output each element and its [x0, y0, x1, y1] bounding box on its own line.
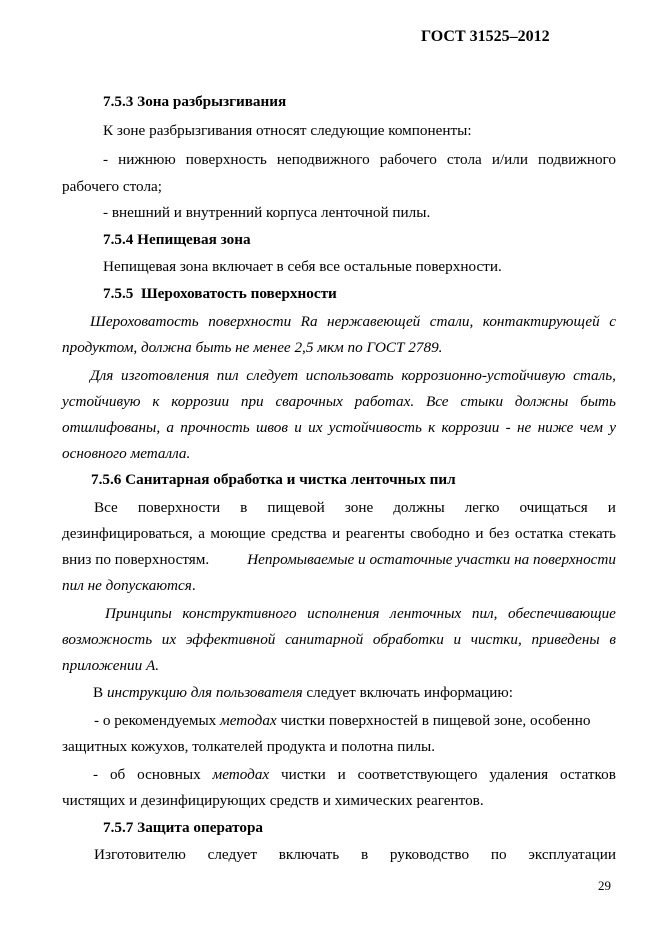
- word: их: [308, 419, 323, 436]
- section-7-5-6-p1-line3-italic: Непромываемые и остаточные участки на поверхности: [247, 551, 616, 568]
- word: Все: [425, 393, 449, 410]
- section-7-5-5-p1-line2: продуктом, должна быть не менее 2,5 мкм по ГОСТ 2789.: [62, 339, 443, 356]
- word: обеспечивающие: [508, 605, 616, 622]
- section-7-5-6-p2-line1: [105, 605, 616, 623]
- word: отшлифованы,: [62, 419, 161, 436]
- word: пил,: [471, 605, 498, 622]
- word: и: [294, 419, 302, 436]
- section-heading-7-5-4: 7.5.4 Непищевая зона: [103, 231, 251, 248]
- item2-word-i: и: [337, 766, 346, 783]
- word: и: [475, 525, 484, 542]
- word: руководство: [389, 846, 470, 863]
- word: и: [607, 499, 616, 516]
- word: конструктивного: [182, 605, 297, 622]
- word: свободно: [410, 525, 470, 542]
- word: возможность: [62, 631, 153, 648]
- section-7-5-6-p1-line1: [94, 499, 616, 517]
- section-7-5-5-p2-line3: [62, 419, 616, 437]
- item2-word-metodakh: методах: [212, 766, 270, 783]
- word: и: [453, 631, 462, 648]
- word: устойчивую: [62, 393, 141, 410]
- section-7-5-3-item1-line2: рабочего стола;: [62, 178, 162, 195]
- word: легко: [464, 499, 500, 516]
- word: Для: [90, 367, 114, 384]
- word: пил: [216, 367, 239, 384]
- word: а: [198, 525, 205, 542]
- section-7-5-6-p1-line4: [0, 577, 661, 595]
- word: Ra: [300, 313, 318, 330]
- word: работах.: [354, 393, 415, 410]
- word: включать: [278, 846, 340, 863]
- word: сварочных: [275, 393, 343, 410]
- word: обработки: [372, 631, 444, 648]
- document-code: ГОСТ 31525–2012: [421, 28, 550, 45]
- item2-word-osnovnykh: основных: [137, 766, 201, 783]
- word: исполнения: [307, 605, 380, 622]
- word: Изготовителю: [94, 846, 186, 863]
- word: эксплуатации: [528, 846, 616, 863]
- word: к: [428, 419, 436, 436]
- word: устойчивость: [328, 419, 422, 436]
- word: пищевой: [267, 499, 325, 516]
- section-7-5-4-text: Непищевая зона включает в себя все остальные поверхности.: [103, 258, 502, 275]
- word: контактирующей: [482, 313, 600, 330]
- section-7-5-6-item1-a: - о рекомендуемых: [94, 712, 221, 729]
- word: моющие: [210, 525, 266, 542]
- item2-word-dash: -: [93, 766, 99, 783]
- section-7-5-3-item1-line1: [103, 151, 616, 169]
- word: санитарной: [285, 631, 364, 648]
- word: Все: [94, 499, 118, 516]
- section-heading-7-5-6: 7.5.6 Санитарная обработка и чистка ленточных пил: [91, 471, 456, 488]
- item2-word-chistki: чистки: [281, 766, 326, 783]
- word: без: [488, 525, 510, 542]
- section-7-5-5-p1-line1: [90, 313, 616, 331]
- section-7-5-6-item1-c: чистки поверхностей в пищевой зоне, особенно: [276, 712, 591, 729]
- word: поверхность: [185, 151, 267, 168]
- section-7-5-6-item1-b: методах: [220, 712, 277, 729]
- word: должны: [393, 499, 445, 516]
- word: должны: [514, 393, 569, 410]
- word: ниже: [537, 419, 574, 436]
- word: к: [152, 393, 160, 410]
- section-7-5-6-item2-line2: чистящих и дезинфицирующих средств и химических реагентов.: [62, 792, 484, 809]
- word: поверхности: [208, 313, 292, 330]
- page-number: 29: [598, 878, 611, 893]
- word: стекать: [568, 525, 616, 542]
- word: неподвижного: [276, 151, 370, 168]
- word: нижнюю: [118, 151, 176, 168]
- section-7-5-6-item2-line1: [93, 766, 616, 784]
- word: средства: [270, 525, 327, 542]
- word: в: [609, 631, 616, 648]
- item2-word-ob: об: [109, 766, 126, 783]
- word: в: [360, 846, 369, 863]
- word: следует: [207, 846, 257, 863]
- word: нержавеющей: [327, 313, 421, 330]
- section-7-5-6-p2-line3: приложении А.: [62, 657, 160, 674]
- word: остатка: [514, 525, 564, 542]
- word: стола: [446, 151, 482, 168]
- word: дезинфицироваться,: [62, 525, 193, 542]
- word: у: [609, 419, 616, 436]
- section-7-5-6-item1-line2: защитных кожухов, толкателей продукта и полотна пилы.: [62, 738, 436, 755]
- word: их: [161, 631, 177, 648]
- section-7-5-5-p2-line4: основного металла.: [62, 445, 191, 462]
- word: реагенты: [345, 525, 405, 542]
- section-7-5-6-p3-suffix: следует включать информацию:: [302, 684, 513, 701]
- word: очищаться: [519, 499, 588, 516]
- section-7-5-5-p2-line2: [62, 393, 616, 411]
- section-7-5-5-p2-line1: [90, 367, 616, 385]
- word: с: [609, 313, 616, 330]
- section-7-5-6-p3-prefix: В: [93, 684, 107, 701]
- word: стыки: [460, 393, 504, 410]
- word: и/или: [491, 151, 528, 168]
- word: чем: [579, 419, 603, 436]
- word: сталь,: [573, 367, 616, 384]
- word: -: [103, 151, 109, 168]
- section-heading-7-5-7: 7.5.7 Защита оператора: [103, 819, 264, 836]
- section-7-5-6-p1-line2: [62, 525, 616, 543]
- section-7-5-6-p3-italic: инструкцию для пользователя: [106, 684, 303, 701]
- word: использовать: [305, 367, 394, 384]
- word: эффективной: [185, 631, 276, 648]
- word: при: [240, 393, 264, 410]
- word: Принципы: [105, 605, 172, 622]
- word: по: [490, 846, 507, 863]
- word: рабочего: [379, 151, 437, 168]
- section-7-5-6-item1-line1: [0, 712, 661, 730]
- item2-word-sootv: соответствующего: [357, 766, 478, 783]
- word: коррозионно-устойчивую: [401, 367, 566, 384]
- word: коррозии: [441, 419, 500, 436]
- word: стали,: [429, 313, 474, 330]
- section-7-5-6-p1-line3-plain: вниз по поверхностям.: [62, 551, 210, 568]
- word: а: [166, 419, 174, 436]
- section-7-5-7-line1: [94, 846, 616, 864]
- word: коррозии: [171, 393, 230, 410]
- section-7-5-6-p1-line4-end: .: [191, 577, 196, 594]
- word: и: [332, 525, 341, 542]
- section-heading-7-5-5: 7.5.5 Шероховатость поверхности: [103, 285, 337, 302]
- word: швов: [255, 419, 288, 436]
- item2-word-udaleniya: удаления: [489, 766, 549, 783]
- section-heading-7-5-3: 7.5.3 Зона разбрызгивания: [103, 93, 287, 110]
- word: поверхности: [137, 499, 221, 516]
- word: чистки,: [470, 631, 522, 648]
- section-7-5-6-p1-line4-italic: пил не допускаются: [62, 577, 192, 594]
- word: не: [517, 419, 532, 436]
- section-7-5-6-p2-line2: [62, 631, 616, 649]
- word: быть: [580, 393, 616, 410]
- word: следует: [246, 367, 299, 384]
- item2-word-ostatkov: остатков: [560, 766, 616, 783]
- section-7-5-3-item2: - внешний и внутренний корпуса ленточной пилы.: [103, 204, 431, 221]
- section-7-5-6-p1-line3: [62, 551, 616, 569]
- word: Шероховатость: [90, 313, 199, 330]
- section-7-5-6-p3: [0, 684, 661, 702]
- word: приведены: [531, 631, 600, 648]
- word: прочность: [180, 419, 250, 436]
- word: в: [240, 499, 248, 516]
- word: -: [505, 419, 511, 436]
- word: изготовления: [121, 367, 210, 384]
- word: зоне: [344, 499, 374, 516]
- word: ленточных: [389, 605, 462, 622]
- word: подвижного: [538, 151, 616, 168]
- section-7-5-3-intro: К зоне разбрызгивания относят следующие компоненты:: [103, 122, 472, 139]
